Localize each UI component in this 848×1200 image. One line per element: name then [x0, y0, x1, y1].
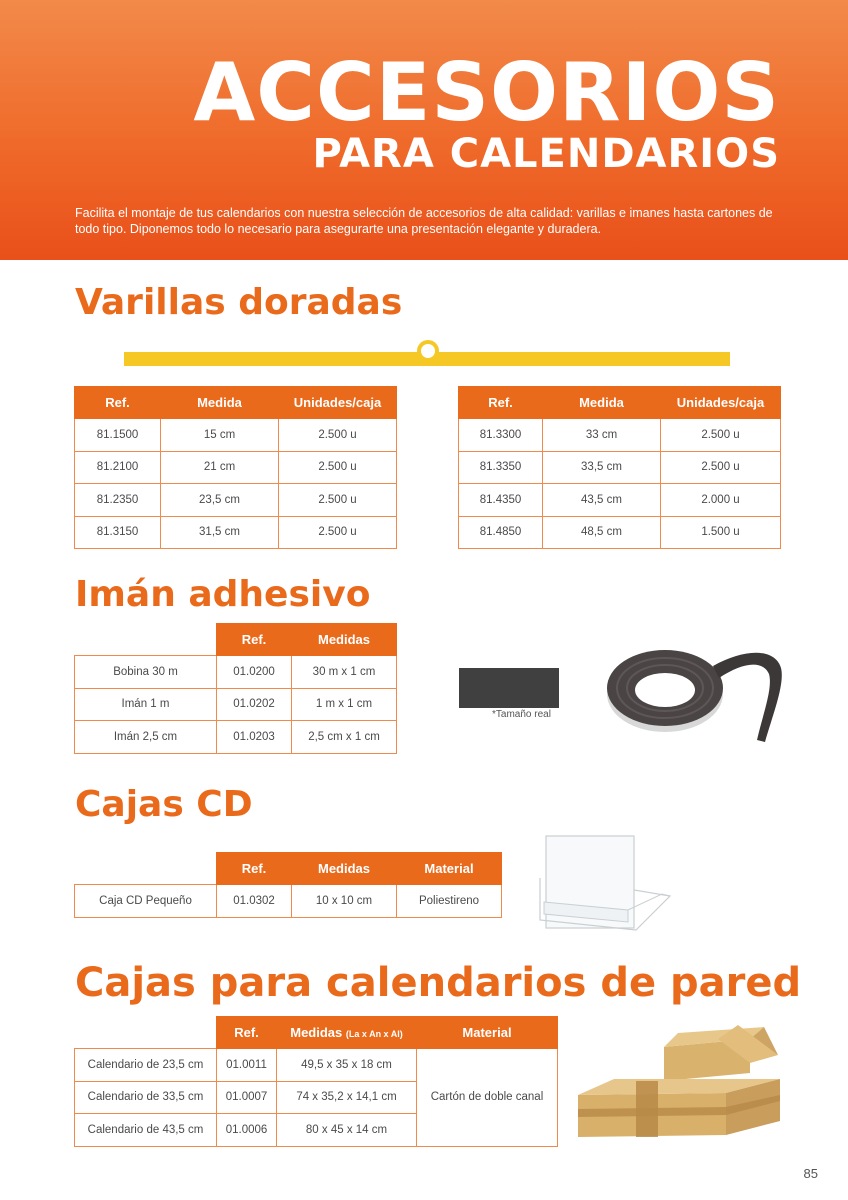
table-row — [75, 688, 397, 721]
cell-unidades: 2.000 u — [661, 484, 781, 517]
col-header-ref: Ref. — [75, 387, 161, 419]
cell-medida: 43,5 cm — [543, 484, 661, 517]
cell-medidas: 74 x 35,2 x 14,1 cm — [277, 1081, 417, 1114]
cell-material: Poliestireno — [397, 885, 502, 918]
table-row — [75, 1049, 558, 1082]
cell-ref: 81.4350 — [459, 484, 543, 517]
table-row — [75, 484, 397, 517]
cell-product: Calendario de 43,5 cm — [75, 1114, 217, 1147]
cell-unidades: 2.500 u — [279, 484, 397, 517]
col-header-material: Material — [397, 853, 502, 885]
table-row — [459, 516, 781, 549]
cell-unidades: 2.500 u — [279, 516, 397, 549]
cell-ref: 81.3300 — [459, 419, 543, 452]
cell-ref: 01.0011 — [217, 1049, 277, 1082]
table-row — [75, 656, 397, 689]
cell-ref: 81.3350 — [459, 451, 543, 484]
col-header-unidades: Unidades/caja — [279, 387, 397, 419]
cell-medidas: 1 m x 1 cm — [292, 688, 397, 721]
section-title-cajas-pared: Cajas para calendarios de pared — [75, 960, 802, 1006]
cell-medidas: 80 x 45 x 14 cm — [277, 1114, 417, 1147]
cell-material: Cartón de doble canal — [417, 1049, 558, 1147]
col-header-material: Material — [417, 1017, 558, 1049]
cell-medida: 33,5 cm — [543, 451, 661, 484]
cell-unidades: 1.500 u — [661, 516, 781, 549]
col-header-medidas: Medidas — [292, 624, 397, 656]
table-row — [75, 885, 502, 918]
cell-ref: 81.3150 — [75, 516, 161, 549]
cell-ref: 01.0006 — [217, 1114, 277, 1147]
col-header-medidas — [277, 1017, 417, 1049]
table-row — [75, 721, 397, 754]
cell-product: Imán 1 m — [75, 688, 217, 721]
cell-unidades: 2.500 u — [279, 451, 397, 484]
col-header-ref: Ref. — [217, 624, 292, 656]
col-header-medida: Medida — [543, 387, 661, 419]
col-header-ref: Ref. — [217, 853, 292, 885]
cell-ref: 01.0203 — [217, 721, 292, 754]
col-header-blank — [75, 1017, 217, 1049]
cajas-pared-table — [74, 1016, 558, 1147]
col-header-ref: Ref. — [217, 1017, 277, 1049]
cell-ref: 01.0202 — [217, 688, 292, 721]
col-header-blank — [75, 624, 217, 656]
table-row — [75, 419, 397, 452]
col-header-unidades: Unidades/caja — [661, 387, 781, 419]
cell-medida: 21 cm — [161, 451, 279, 484]
cell-medida: 15 cm — [161, 419, 279, 452]
table-row — [75, 451, 397, 484]
magnet-roll-image — [595, 618, 785, 748]
section-title-varillas: Varillas doradas — [75, 282, 403, 323]
table-row — [459, 451, 781, 484]
col-header-medidas-label: Medidas — [290, 1025, 343, 1040]
cell-medidas: 30 m x 1 cm — [292, 656, 397, 689]
col-header-medidas: Medidas — [292, 853, 397, 885]
cell-medida: 31,5 cm — [161, 516, 279, 549]
page-subtitle: PARA CALENDARIOS — [312, 131, 780, 177]
cell-product: Bobina 30 m — [75, 656, 217, 689]
cell-ref: 81.1500 — [75, 419, 161, 452]
page-title: ACCESORIOS — [193, 46, 780, 139]
cell-ref: 81.2100 — [75, 451, 161, 484]
col-header-ref: Ref. — [459, 387, 543, 419]
section-title-iman: Imán adhesivo — [75, 574, 371, 615]
cell-medida: 33 cm — [543, 419, 661, 452]
varillas-table-left — [74, 386, 397, 549]
cell-ref: 01.0007 — [217, 1081, 277, 1114]
header-banner — [0, 0, 848, 260]
rod-hanger-ring — [417, 340, 439, 362]
cell-ref: 01.0200 — [217, 656, 292, 689]
col-header-medida: Medida — [161, 387, 279, 419]
table-row — [459, 484, 781, 517]
page-number: 85 — [803, 1166, 818, 1181]
cell-ref: 01.0302 — [217, 885, 292, 918]
cell-unidades: 2.500 u — [661, 451, 781, 484]
table-row — [459, 419, 781, 452]
cell-product: Calendario de 33,5 cm — [75, 1081, 217, 1114]
cell-ref: 81.4850 — [459, 516, 543, 549]
cell-medida: 48,5 cm — [543, 516, 661, 549]
cajas-cd-table — [74, 852, 502, 918]
magnet-strip-image — [459, 668, 559, 708]
size-note: *Tamaño real — [492, 709, 551, 720]
intro-text: Facilita el montaje de tus calendarios con nuestra selección de accesorios de alta calidad: varillas e imanes hasta cartones de todo tipo. Diponemos todo lo necesario para asegurarte una presentación elegante y duradera. — [75, 206, 773, 236]
cell-medidas: 49,5 x 35 x 18 cm — [277, 1049, 417, 1082]
cell-product: Calendario de 23,5 cm — [75, 1049, 217, 1082]
cell-unidades: 2.500 u — [279, 419, 397, 452]
cell-product: Imán 2,5 cm — [75, 721, 217, 754]
section-title-cajas-cd: Cajas CD — [75, 784, 253, 825]
varillas-table-right — [458, 386, 781, 549]
cardboard-boxes-image — [578, 1025, 783, 1140]
col-header-blank — [75, 853, 217, 885]
cell-product: Caja CD Pequeño — [75, 885, 217, 918]
cell-medidas: 2,5 cm x 1 cm — [292, 721, 397, 754]
cell-unidades: 2.500 u — [661, 419, 781, 452]
cell-medidas: 10 x 10 cm — [292, 885, 397, 918]
iman-table — [74, 623, 397, 754]
cd-case-image — [528, 830, 678, 940]
cell-ref: 81.2350 — [75, 484, 161, 517]
table-row — [75, 516, 397, 549]
col-header-medidas-note: (La x An x Al) — [345, 1029, 403, 1039]
cell-medida: 23,5 cm — [161, 484, 279, 517]
